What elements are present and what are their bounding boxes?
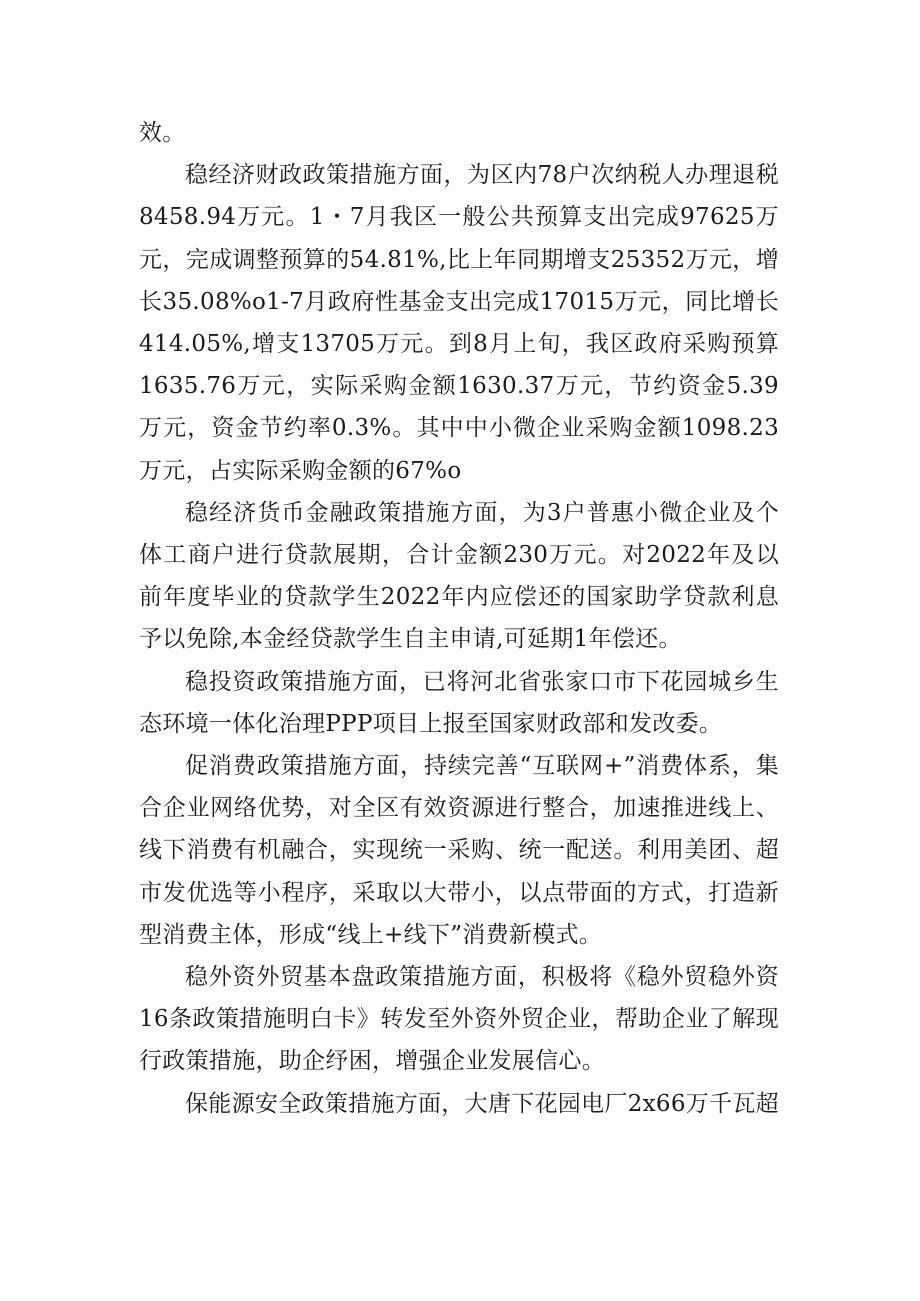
paragraph-energy-policy: 保能源安全政策措施方面，大唐下花园电厂2x66万千瓦超 bbox=[185, 1090, 779, 1117]
paragraph-monetary-policy: 稳经济货币金融政策措施方面，为3户普惠小微企业及个体工商户进行贷款展期，合计金额230万元。对2022年及以前年度毕业的贷款学生2022年内应偿还的国家助学贷款利息予以免除,本金经贷款学生自主申请,可延期1年偿还。 bbox=[139, 499, 779, 653]
paragraph-investment-policy: 稳投资政策措施方面，已将河北省张家口市下花园城乡生态环境一体化治理PPP项目上报至国家财政部和发改委。 bbox=[139, 668, 779, 737]
paragraph-foreign-trade-policy: 稳外资外贸基本盘政策措施方面，积极将《稳外贸稳外资16条政策措施明白卡》转发至外资外贸企业，帮助企业了解现行政策措施，助企纾困，增强企业发展信心。 bbox=[139, 964, 779, 1075]
paragraph-consumption-policy: 促消费政策措施方面，持续完善“互联网+”消费体系，集合企业网络优势，对全区有效资源进行整合，加速推进线上、线下消费有机融合，实现统一采购、统一配送。利用美团、超市发优选等小程序，采取以大带小，以点带面的方式，打造新型消费主体，形成“线上+线下”消费新模式。 bbox=[139, 753, 779, 948]
document-body bbox=[139, 112, 779, 1125]
paragraph-fiscal-policy: 稳经济财政政策措施方面，为区内78户次纳税人办理退税8458.94万元。1・7月我区一般公共预算支出完成97625万元，完成调整预算的54.81%,比上年同期增支25352万元，增长35.08%o1-7月政府性基金支出完成17015万元，同比增长414.05%,增支13705万元。到8月上旬，我区政府采购预算1635.76万元，实际采购金额1630.37万元，节约资金5.39万元，资金节约率0.3%。其中中小微企业采购金额1098.23万元，占实际采购金额的67%o bbox=[139, 162, 779, 484]
paragraph-continuation: 效。 bbox=[139, 120, 186, 146]
